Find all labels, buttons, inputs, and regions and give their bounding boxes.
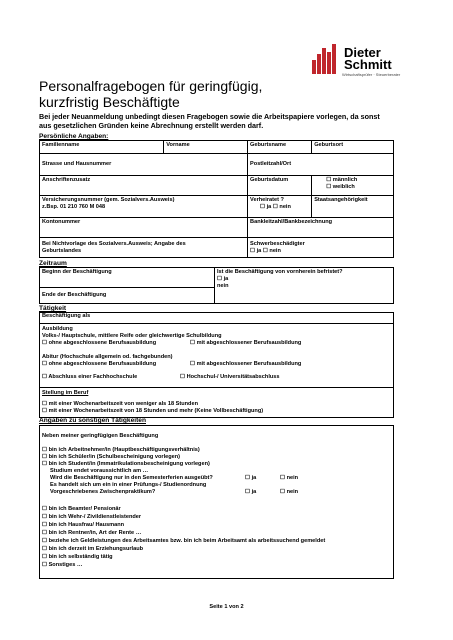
checkbox-ohne-ausbildung-1[interactable]: ☐ ohne abgeschlossene Berufsausbildung <box>42 340 157 346</box>
logo-name-line1: Dieter <box>344 45 381 60</box>
checkbox-selbstaendig[interactable]: ☐ bin ich selbständig tätig <box>42 554 113 560</box>
logo-subtitle: Wirtschaftsprüfer · Steuerberater <box>342 72 401 77</box>
label-neben: Neben meiner geringfügigen Beschäftigung <box>42 433 159 439</box>
label-studium-endet: Studium endet voraussichtlich am … <box>50 468 149 474</box>
label-anschrift: Anschriftenzusatz <box>42 177 91 183</box>
logo-bars-icon <box>312 42 342 74</box>
field-ende[interactable] <box>40 288 215 304</box>
field-kontonummer[interactable] <box>40 218 248 238</box>
label-strasse: Strasse und Hausnummer <box>42 161 112 167</box>
label-konto: Kontonummer <box>42 219 81 225</box>
section-zeitraum-heading: Zeitraum <box>39 260 67 267</box>
sonstige-box <box>39 425 394 579</box>
checkbox-schwer[interactable]: ☐ ja ☐ nein <box>250 247 281 254</box>
label-schule: Volks-/ Hauptschule, mittlere Reife oder gleichwertige Schulbildung <box>42 333 222 339</box>
label-beginn: Beginn der Beschäftigung <box>42 269 112 275</box>
checkbox-unter-18-stunden[interactable]: ☐ mit einer Wochenarbeitszeit von weniger als 18 Stunden <box>42 401 198 407</box>
checkbox-semester-nein[interactable]: ☐ nein <box>280 475 299 481</box>
logo-name-line2: Schmitt <box>344 57 392 72</box>
label-schwer: Schwerbeschädigter <box>250 240 305 247</box>
checkbox-rentner[interactable]: ☐ bin ich Rentner/in, Art der Rente … <box>42 530 142 536</box>
field-geburtsname[interactable] <box>248 141 312 154</box>
field-geburtsdatum[interactable] <box>248 176 312 196</box>
label-beschaeftigung-als: Beschäftigung als <box>42 313 91 319</box>
label-geburtsdatum: Geburtsdatum <box>250 177 289 183</box>
zeitraum-table <box>39 267 394 304</box>
checkbox-semester-ja[interactable]: ☐ ja <box>245 475 257 481</box>
intro-line2: aus gesetzlichen Gründen keine Abrechnung erstellt werden darf. <box>39 121 264 130</box>
field-beginn[interactable] <box>40 268 215 288</box>
checkbox-praktikum-ja[interactable]: ☐ ja <box>245 489 257 495</box>
checkbox-fachhochschule[interactable]: ☐ Abschluss einer Fachhochschule <box>42 374 138 380</box>
checkbox-beamter[interactable]: ☐ bin ich Beamter/ Pensionär <box>42 506 121 512</box>
checkbox-befristet-ja[interactable]: ☐ ja <box>217 276 229 282</box>
field-schwerbeschaedigter[interactable] <box>248 238 394 258</box>
field-verheiratet[interactable] <box>248 196 312 218</box>
logo <box>312 36 412 78</box>
checkbox-arbeitnehmer[interactable]: ☐ bin ich Arbeitnehmer/in (Hauptbeschäftigungsverhältnis) <box>42 447 200 453</box>
taetigkeit-box <box>39 312 394 418</box>
field-anschrift[interactable] <box>40 176 248 196</box>
field-staatsangehoerigkeit[interactable] <box>312 196 394 218</box>
personal-table <box>39 140 394 258</box>
label-pruefung-line1: Es handelt sich um ein in einer Prüfungs-/ Studienordnung <box>50 482 207 488</box>
checkbox-ohne-ausbildung-2[interactable]: ☐ ohne abgeschlossene Berufsausbildung <box>42 361 157 367</box>
field-strasse[interactable] <box>40 154 248 176</box>
label-vorname: Vorname <box>166 142 190 148</box>
checkbox-arbeitsamt[interactable]: ☐ beziehe ich Geldleistungen des Arbeitsamtes bzw. bin ich beim Arbeitsamt als arbeitssuchend gemeldet <box>42 538 326 544</box>
checkbox-befristet-nein[interactable]: nein <box>217 283 229 289</box>
intro-line1: Bei jeder Neuanmeldung unbedingt diesen Fragebogen sowie die Arbeitspapiere vorlegen, da sonst <box>39 112 380 121</box>
checkbox-hausfrau[interactable]: ☐ bin ich Hausfrau/ Hausmann <box>42 522 125 528</box>
field-plz[interactable] <box>248 154 394 176</box>
page-title-line1: Personalfragebogen für geringfügig, <box>39 78 263 94</box>
label-bank: Bankleitzahl/Bankbezeichnung <box>250 219 333 225</box>
label-vers-line2: z.Bsp. 01 210 760 M 048 <box>42 204 106 210</box>
label-verheiratet: Verheiratet ? <box>250 197 284 203</box>
label-stellung-im-beruf: Stellung im Beruf <box>42 390 89 396</box>
page-number: Seite 1 von 2 <box>209 604 244 610</box>
checkbox-weiblich[interactable]: ☐ weiblich <box>326 184 355 190</box>
field-geburtsland[interactable] <box>40 238 248 258</box>
field-familienname[interactable] <box>40 141 164 154</box>
section-taetigkeit-heading: Tätigkeit <box>39 305 67 312</box>
field-befristet[interactable] <box>215 268 394 304</box>
label-familienname: Familienname <box>42 142 80 148</box>
field-geburtsort[interactable] <box>312 141 394 154</box>
label-ausbildung: Ausbildung <box>42 326 73 332</box>
field-geschlecht[interactable] <box>312 176 394 196</box>
checkbox-mit-ausbildung-2[interactable]: ☐ mit abgeschlossener Berufsausbildung <box>190 361 302 367</box>
label-plz: Postleitzahl/Ort <box>250 161 292 167</box>
label-ende: Ende der Beschäftigung <box>42 292 107 298</box>
checkbox-maennlich[interactable]: ☐ männlich <box>326 177 358 183</box>
label-nichtvorlage-line1: Bei Nichtvorlage des Sozialvers.Ausweis; Angabe des <box>42 240 186 247</box>
checkbox-universitaet[interactable]: ☐ Hochschul-/ Universitätsabschluss <box>180 374 280 380</box>
label-geburtsort: Geburtsort <box>314 142 344 148</box>
page-title-line2: kurzfristig Beschäftigte <box>39 94 180 110</box>
checkbox-erziehungsurlaub[interactable]: ☐ bin ich derzeit im Erziehungsurlaub <box>42 546 144 552</box>
field-vorname[interactable] <box>164 141 248 154</box>
field-bank[interactable] <box>248 218 394 238</box>
label-pruefung-line2: Vorgeschriebenes Zwischenpraktikum? <box>50 489 156 495</box>
checkbox-schueler[interactable]: ☐ bin ich Schüler/in (Schulbescheinigung vorlegen) <box>42 454 181 460</box>
label-nichtvorlage-line2: Geburtslandes <box>42 247 82 254</box>
checkbox-verheiratet[interactable]: ☐ ja ☐ nein <box>260 204 291 210</box>
field-versicherungsnummer[interactable] <box>40 196 248 218</box>
label-vers-line1: Versicherungsnummer (gem. Sozialvers.Ausweis) <box>42 197 175 203</box>
checkbox-wehrdienst[interactable]: ☐ bin ich Wehr-/ Zivildienstleistender <box>42 514 142 520</box>
label-abitur: Abitur (Hochschule allgemein od. fachgebunden) <box>42 354 173 360</box>
section-personal-heading: Persönliche Angaben: <box>39 133 109 140</box>
checkbox-ueber-18-stunden[interactable]: ☐ mit einer Wochenarbeitszeit von 18 Stunden und mehr (Keine Vollbeschäftigung) <box>42 408 264 414</box>
checkbox-praktikum-nein[interactable]: ☐ nein <box>280 489 299 495</box>
label-geburtsname: Geburtsname <box>250 142 287 148</box>
label-staat: Staatsangehörigkeit <box>314 197 368 203</box>
checkbox-student[interactable]: ☐ bin ich Student/in (Immatrikulationsbescheinigung vorlegen) <box>42 461 210 467</box>
checkbox-sonstiges[interactable]: ☐ Sonstiges … <box>42 562 83 568</box>
checkbox-mit-ausbildung-1[interactable]: ☐ mit abgeschlossener Berufsausbildung <box>190 340 302 346</box>
label-befristet: Ist die Beschäftigung von vornherein befristet? <box>217 269 343 275</box>
section-sonstige-heading: Angaben zu sonstigen Tätigkeiten <box>39 417 146 424</box>
label-semesterferien: Wird die Beschäftigung nur in den Semesterferien ausgeübt? <box>50 475 213 481</box>
